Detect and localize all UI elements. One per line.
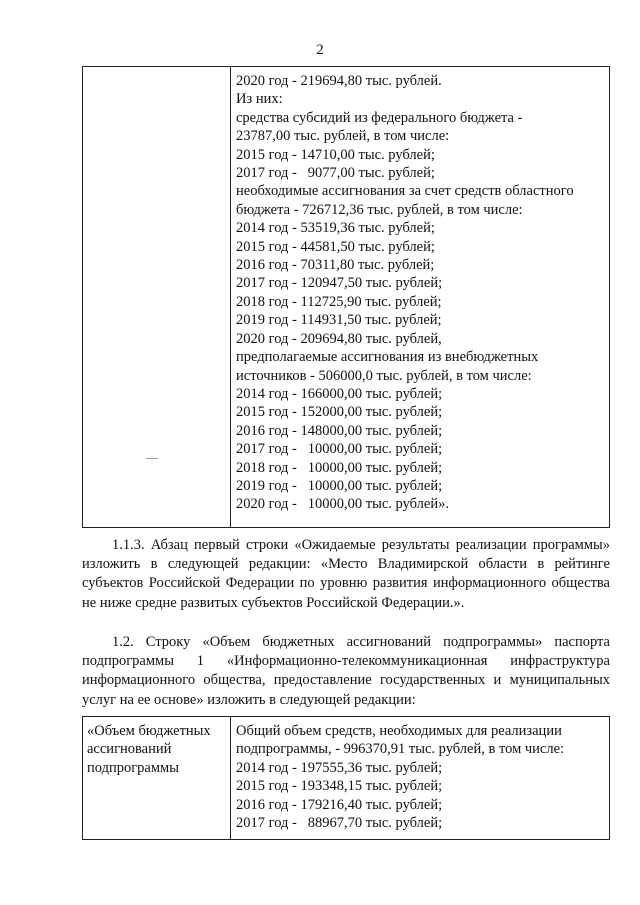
table-line: 2016 год - 148000,00 тыс. рублей; [236,422,443,439]
budget-table-continued [82,66,610,528]
paragraph-text: 1.1.3. Абзац первый строки «Ожидаемые результаты реализации программы» изложить в следующей редакции: «Место Владимирской области в рейтинге субъектов Российской Федерации по уровню развития информационного общества не ниже средне развитых субъектов Российской Федерации.». [82,537,610,611]
paragraph-1-2 [82,633,610,710]
table-line: Из них: [236,91,283,108]
table-line: 2020 год - 209694,80 тыс. рублей, [236,330,442,347]
table-line: 2016 год - 179216,40 тыс. рублей; [236,796,443,813]
table-right-cell [232,67,609,527]
table-line: Общий объем средств, необходимых для реализации [236,723,562,739]
table-left-cell [83,717,231,839]
table-line: источников - 506000,0 тыс. рублей, в том числе: [236,367,532,384]
paragraph-1-1-3 [82,536,610,613]
table-line: необходимые ассигнования за счет средств областного [236,183,574,200]
table-line: 2018 год - 112725,90 тыс. рублей; [236,293,442,310]
table-line: 2017 год - 120947,50 тыс. рублей; [236,275,443,292]
table-line: 2020 год - 219694,80 тыс. рублей. [236,73,442,89]
table-line: 23787,00 тыс. рублей, в том числе: [236,128,450,145]
table-line: ассигнований [87,741,172,758]
table-line: 2019 год - 10000,00 тыс. рублей; [236,477,443,494]
table-line: 2017 год - 9077,00 тыс. рублей; [236,165,435,182]
table-line: 2019 год - 114931,50 тыс. рублей; [236,312,442,329]
table-line: 2016 год - 70311,80 тыс. рублей; [236,257,435,274]
table-line: 2014 год - 53519,36 тыс. рублей; [236,220,435,237]
table-right-cell [232,717,609,839]
table-line: 2018 год - 10000,00 тыс. рублей; [236,459,443,476]
table-line: «Объем бюджетных [87,723,211,739]
table-line: подпрограммы, - 996370,91 тыс. рублей, в том числе: [236,741,565,758]
table-line: средства субсидий из федерального бюджета - [236,109,523,126]
table-line: 2015 год - 44581,50 тыс. рублей; [236,238,435,255]
table-line: 2015 год - 14710,00 тыс. рублей; [236,146,435,163]
scan-mark [146,458,158,459]
table-line: 2015 год - 193348,15 тыс. рублей; [236,778,443,795]
table-line: 2014 год - 197555,36 тыс. рублей; [236,759,443,776]
table-line: 2017 год - 88967,70 тыс. рублей; [236,815,443,832]
table-line: 2020 год - 10000,00 тыс. рублей». [236,496,449,513]
table-line: подпрограммы [87,759,179,776]
subprogram-budget-table [82,716,610,840]
page-number: 2 [316,42,324,58]
table-line: 2014 год - 166000,00 тыс. рублей; [236,385,443,402]
table-line: бюджета - 726712,36 тыс. рублей, в том числе: [236,201,523,218]
table-line: 2015 год - 152000,00 тыс. рублей; [236,404,443,421]
table-line: 2017 год - 10000,00 тыс. рублей; [236,441,443,458]
table-line: предполагаемые ассигнования из внебюджетных [236,349,539,366]
paragraph-text: 1.2. Строку «Объем бюджетных ассигнований подпрограммы» паспорта подпрограммы 1 «Информационно-телекоммуникационная инфраструктура информационного общества, предоставление государственных и муниципальных услуг на ее основе» изложить в следующей редакции: [82,634,610,708]
